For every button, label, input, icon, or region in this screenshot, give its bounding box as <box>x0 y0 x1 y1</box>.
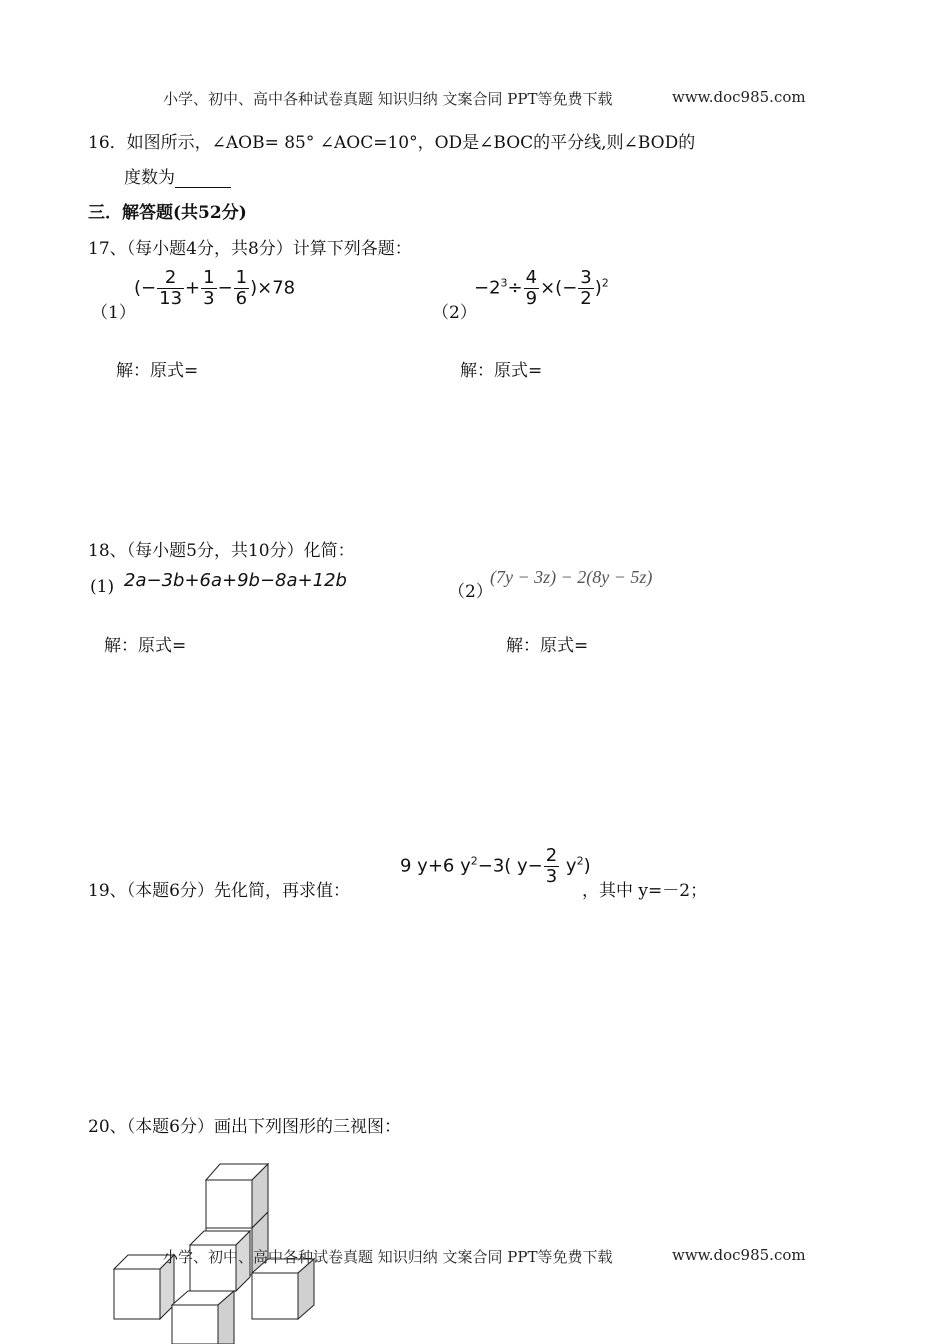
q16-line2 <box>124 163 231 188</box>
base: −2 <box>474 277 501 299</box>
tail: )×78 <box>250 277 296 299</box>
denominator: 2 <box>580 288 592 309</box>
q18-solution-2: 解：原式= <box>506 636 589 656</box>
plus: + <box>185 277 201 299</box>
footer-text: 小学、初中、高中各种试卷真题 知识归纳 文案合同 PPT等免费下载 <box>163 1248 613 1266</box>
cube-face <box>114 1269 160 1319</box>
q18-p1-label: (1) <box>90 577 115 597</box>
paren: ( <box>134 277 142 299</box>
minus: − <box>217 277 233 299</box>
q16-label: 度数为 <box>124 168 175 188</box>
header-text: 小学、初中、高中各种试卷真题 知识归纳 文案合同 PPT等免费下载 <box>163 90 613 108</box>
q19-title: 19、（本题6分）先化简，再求值： <box>88 881 350 901</box>
cube-face <box>252 1273 298 1319</box>
q16-line1: 16．如图所示，∠AOB= 85° ∠AOC=10°，OD是∠BOC的平分线,则∠BOD的 <box>88 133 696 153</box>
q17-p2-label: （2） <box>432 303 477 323</box>
q17-title: 17、（每小题4分，共8分）计算下列各题： <box>88 239 412 259</box>
q19-tail: ，其中 y=－2； <box>582 881 708 901</box>
q18-p2-label: （2） <box>448 582 493 602</box>
footer-site[interactable]: www.doc985.com <box>672 1246 806 1264</box>
denominator: 6 <box>235 288 248 309</box>
denominator: 3 <box>545 866 558 887</box>
q18-p2-expr: (7y − 3z) − 2(8y − 5z) <box>490 567 653 587</box>
minus: − <box>141 277 157 299</box>
q18-p1-expr: 2a−3b+6a+9b−8a+12b <box>124 570 347 591</box>
paren: ) <box>583 855 591 877</box>
q17-solution-2: 解：原式= <box>460 361 543 381</box>
divide: ÷ <box>507 277 523 299</box>
times: ×(− <box>540 277 578 299</box>
exponent: 2 <box>601 276 609 290</box>
numerator: 2 <box>164 267 177 288</box>
fraction <box>544 846 559 887</box>
exponent: 2 <box>576 854 584 868</box>
fraction <box>234 268 249 309</box>
cube-face <box>206 1180 252 1228</box>
q18-title: 18、（每小题5分，共10分）化简： <box>88 541 355 561</box>
numerator: 2 <box>545 845 558 866</box>
exponent: 3 <box>500 276 508 290</box>
cube-face <box>172 1305 218 1344</box>
q17-solution-1: 解：原式= <box>116 361 199 381</box>
fraction <box>578 268 593 309</box>
q20-title: 20、（本题6分）画出下列图形的三视图： <box>88 1117 401 1137</box>
fraction <box>524 268 539 309</box>
numerator: 1 <box>203 267 215 288</box>
denominator: 9 <box>525 288 538 309</box>
term: −3( y− <box>477 855 543 877</box>
q17-p1-expr <box>134 268 295 309</box>
numerator: 4 <box>525 267 538 288</box>
q19-expr <box>400 846 591 887</box>
numerator: 1 <box>235 267 248 288</box>
exponent: 2 <box>470 854 478 868</box>
section-title: 三．解答题(共52分) <box>88 203 247 223</box>
denominator: 13 <box>159 288 183 309</box>
q17-p2-expr <box>474 268 609 309</box>
term: y <box>560 855 577 877</box>
header-site[interactable]: www.doc985.com <box>672 88 806 106</box>
q18-solution-1: 解：原式= <box>104 636 187 656</box>
numerator: 3 <box>580 267 592 288</box>
fraction <box>157 268 184 309</box>
fraction <box>201 268 216 309</box>
answer-blank <box>175 171 231 188</box>
term: 9 y+6 y <box>400 855 471 877</box>
paren: ) <box>594 277 602 299</box>
q17-p1-label: （1） <box>91 303 136 323</box>
denominator: 3 <box>203 288 215 309</box>
